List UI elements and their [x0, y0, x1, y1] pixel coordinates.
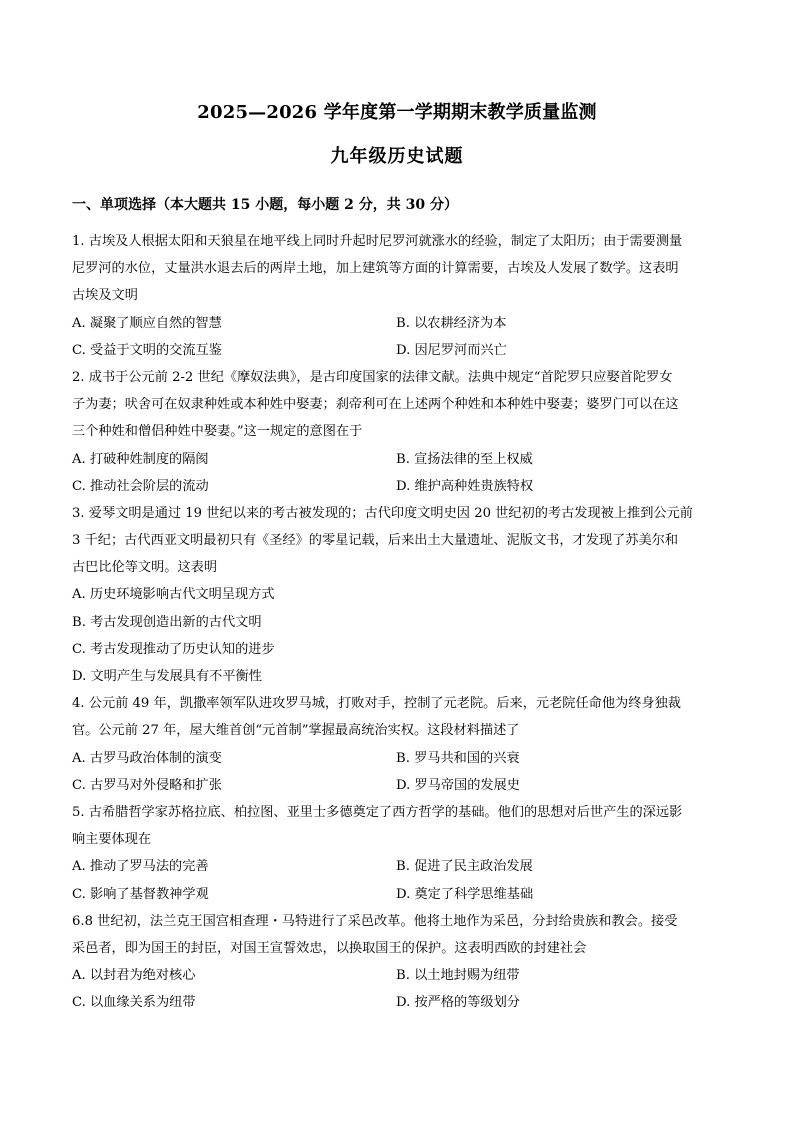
option-row: [72, 473, 722, 500]
question-stem-line: 子为妻；吠舍可在奴隶种姓或本种姓中娶妻；刹帝利可在上述两个种姓和本种姓中娶妻；婆罗门可以在这: [72, 397, 679, 413]
option-b: B. 促进了民主政治发展: [396, 859, 533, 875]
question-stem-line: 尼罗河的水位，丈量洪水退去后的两岸土地，加上建筑等方面的计算需要，古埃及人发展了数学。这表明: [72, 261, 679, 277]
question-3: [72, 500, 722, 690]
option-b: B. 以土地封赐为纽带: [396, 968, 520, 984]
question-stem-line: 1. 古埃及人根据太阳和天狼星在地平线上同时升起时尼罗河就涨水的经验，制定了太阳历；由于需要测量: [72, 234, 683, 249]
option-a: A. 历史环境影响古代文明呈现方式: [72, 587, 275, 603]
question-stem-line: 4. 公元前 49 年，凯撒率领军队进攻罗马城，打败对手，控制了元老院。后来，元老院任命他为终身独裁: [72, 696, 681, 712]
option-c: C. 以血缘关系为纽带: [72, 995, 196, 1011]
option-d: D. 按严格的等级划分: [396, 995, 520, 1011]
question-stem-line: 5. 古希腊哲学家苏格拉底、柏拉图、亚里士多德奠定了西方哲学的基础。他们的思想对后世产生的深远影: [72, 804, 683, 820]
option-d: D. 维护高种姓贵族特权: [396, 478, 534, 494]
option-c: C. 影响了基督教神学观: [72, 886, 209, 902]
option-row: [72, 853, 722, 880]
option-d: D. 文明产生与发展具有不平衡性: [72, 669, 262, 684]
option-row: [72, 772, 722, 799]
question-stem-line: 3 千纪；古代西亚文明最初只有《圣经》的零星记载，后来出土大量遗址、泥版文书，才发现了苏美尔和: [72, 533, 679, 549]
option-row: [72, 745, 722, 772]
option-a: A. 打破种姓制度的隔阂: [72, 451, 209, 467]
option-d: D. 奠定了科学思维基础: [396, 886, 534, 902]
question-stem-line: 3. 爱琴文明是通过 19 世纪以来的考古被发现的；古代印度文明史因 20 世纪初的考古发现被上推到公元前: [72, 505, 693, 521]
question-stem-line: 响主要体现在: [72, 832, 152, 848]
option-c: C. 推动社会阶层的流动: [72, 478, 209, 494]
option-c: C. 受益于文明的交流互鉴: [72, 342, 222, 358]
option-b: B. 以农耕经济为本: [396, 315, 507, 331]
option-row: [72, 962, 722, 989]
option-row: [72, 989, 722, 1016]
question-stem-line: 采邑者，即为国王的封臣，对国王宣誓效忠，以换取国王的保护。这表明西欧的封建社会: [72, 940, 587, 956]
question-stem-line: 古埃及文明: [72, 288, 138, 304]
option-d: D. 罗马帝国的发展史: [396, 777, 520, 793]
question-5: [72, 799, 722, 908]
exam-subtitle: 九年级历史试题: [330, 146, 464, 167]
option-a: A. 古罗马政治体制的演变: [72, 750, 222, 766]
question-stem-line: 官。公元前 27 年，屋大维首创“元首制”掌握最高统治实权。这段材料描述了: [72, 723, 520, 739]
option-c: C. 古罗马对外侵略和扩张: [72, 777, 222, 793]
option-b: B. 考古发现创造出新的古代文明: [72, 614, 262, 630]
option-a: A. 推动了罗马法的完善: [72, 859, 209, 875]
option-row: [72, 310, 722, 337]
option-row: [72, 446, 722, 473]
question-4: [72, 690, 722, 799]
option-row: [72, 337, 722, 364]
question-stem-line: 三个种姓和僧侣种姓中娶妻。”这一规定的意图在于: [72, 424, 363, 440]
option-row: [72, 881, 722, 908]
section-heading: 一、单项选择（本大题共 15 小题，每小题 2 分，共 30 分）: [72, 197, 458, 213]
option-d: D. 因尼罗河而兴亡: [396, 342, 507, 358]
question-6: [72, 908, 722, 1017]
option-a: A. 凝聚了顺应自然的智慧: [72, 315, 222, 331]
exam-title: 2025—2026 学年度第一学期期末教学质量监测: [197, 102, 597, 123]
question-stem-line: 古巴比伦等文明。这表明: [72, 560, 218, 576]
question-list: [72, 228, 722, 1016]
question-stem-line: 2. 成书于公元前 2-2 世纪《摩奴法典》，是古印度国家的法律文献。法典中规定“首陀罗只应娶首陀罗女: [72, 369, 673, 385]
question-1: [72, 228, 722, 364]
question-2: [72, 364, 722, 500]
option-c: C. 考古发现推动了历史认知的进步: [72, 641, 275, 657]
option-b: B. 宣扬法律的至上权威: [396, 451, 533, 467]
option-b: B. 罗马共和国的兴衰: [396, 750, 520, 766]
option-a: A. 以封君为绝对核心: [72, 968, 196, 984]
question-stem-line: 6.8 世纪初，法兰克王国宫相查理・马特进行了采邑改革。他将土地作为采邑，分封给贵族和教会。接受: [72, 913, 678, 929]
